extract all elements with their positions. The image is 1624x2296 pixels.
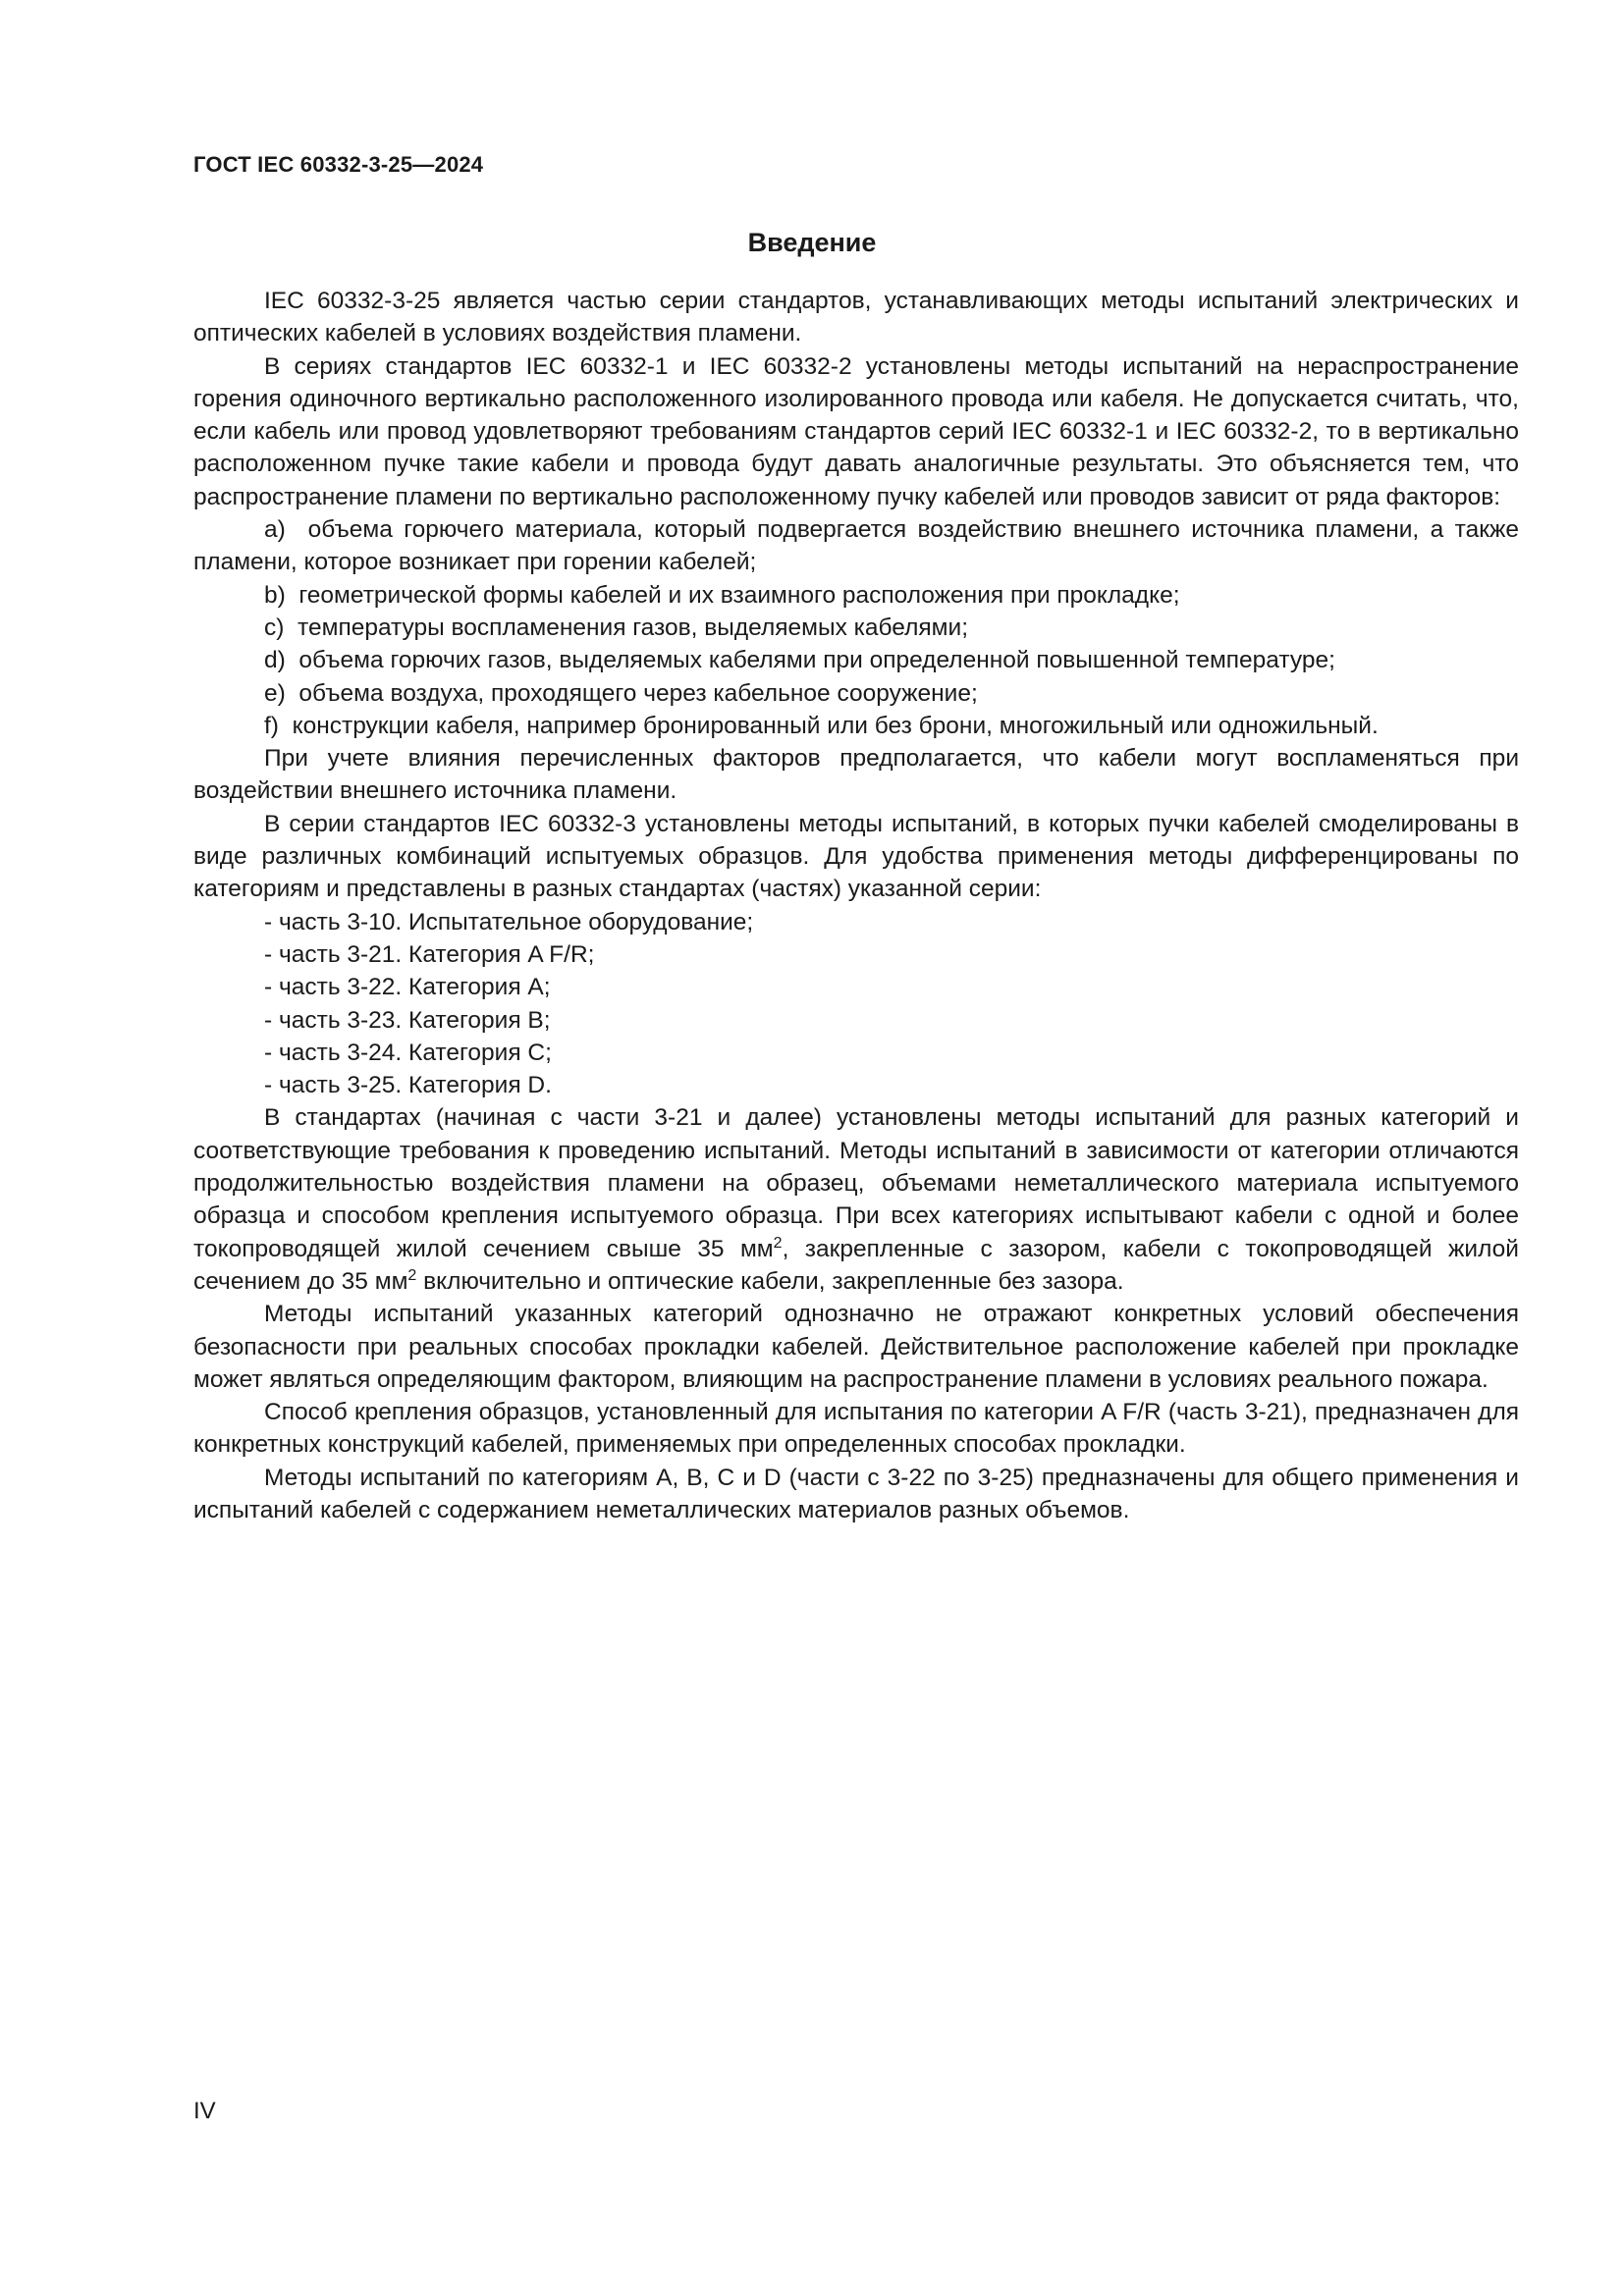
- part-list-item: - часть 3-23. Категория B;: [264, 1006, 551, 1034]
- document-body: [193, 285, 1519, 1526]
- factor-item: a) объема горючего материала, который подвергается воздействию внешнего источника пламени, а также пламени, которое возникает при горении кабелей;: [193, 516, 1519, 576]
- page-number: IV: [193, 2098, 216, 2124]
- part-list-item: - часть 3-25. Категория D.: [264, 1072, 552, 1099]
- mounting-paragraph: Способ крепления образцов, установленный для испытания по категории A F/R (часть 3-21), предназначен для конкретных конструкций кабелей, применяемых при определенных способах прокладки.: [193, 1399, 1519, 1459]
- factor-item: c) температуры воспламенения газов, выделяемых кабелями;: [264, 614, 969, 641]
- factor-item: f) конструкции кабеля, например бронированный или без брони, многожильный или одножильный.: [264, 712, 1379, 739]
- safety-paragraph: Методы испытаний указанных категорий однозначно не отражают конкретных условий обеспечения безопасности при реальных способах прокладки кабелей. Действительное расположение кабелей при прокладке может являться определяющим фактором, влияющим на распространение пламени в условиях реального пожара.: [193, 1301, 1519, 1393]
- part-list-item: - часть 3-22. Категория A;: [264, 974, 551, 1001]
- categories-text-c: включительно и оптические кабели, закрепленные без зазора.: [416, 1267, 1124, 1295]
- general-application-paragraph: Методы испытаний по категориям A, B, C и D (части с 3-22 по 3-25) предназначены для общего применения и испытаний кабелей с содержанием неметаллических материалов разных объемов.: [193, 1464, 1519, 1523]
- series-paragraph: В сериях стандартов IEC 60332-1 и IEC 60332-2 установлены методы испытаний на нераспространение горения одиночного вертикально расположенного изолированного провода или кабеля. Не допускается считать, что, если кабель или провод удовлетворяют требованиям стандартов серий IEC 60332-1 и IEC 60332-2, то в вертикально расположенном пучке такие кабели и провода будут давать аналогичные результаты. Это объясняется тем, что распространение пламени по вертикально расположенному пучку кабелей или проводов зависит от ряда факторов:: [193, 352, 1519, 510]
- intro-paragraph: IEC 60332-3-25 является частью серии стандартов, устанавливающих методы испытаний электрических и оптических кабелей в условиях воздействия пламени.: [193, 288, 1519, 347]
- series-3-paragraph: В серии стандартов IEC 60332-3 установлены методы испытаний, в которых пучки кабелей смоделированы в виде различных комбинаций испытуемых образцов. Для удобства применения методы дифференцированы по категориям и представлены в разных стандартах (частях) указанной серии:: [193, 810, 1519, 903]
- factor-item: d) объема горючих газов, выделяемых кабелями при определенной повышенной температуре;: [264, 647, 1335, 674]
- factors-conclusion-paragraph: При учете влияния перечисленных факторов предполагается, что кабели могут воспламеняться при воздействии внешнего источника пламени.: [193, 745, 1519, 805]
- categories-text-b: , закрепленные с зазором, кабели с токопроводящей жилой сечением до 35 мм: [193, 1235, 1519, 1295]
- factor-item: b) геометрической формы кабелей и их взаимного расположения при прокладке;: [264, 581, 1180, 609]
- superscript: 2: [407, 1266, 417, 1284]
- part-list-item: - часть 3-24. Категория C;: [264, 1039, 552, 1066]
- factor-item: e) объема воздуха, проходящего через кабельное сооружение;: [264, 679, 978, 707]
- categories-paragraph: [193, 1101, 1519, 1298]
- document-header: ГОСТ IEC 60332-3-25—2024: [193, 152, 484, 177]
- categories-text-a: В стандартах (начиная с части 3-21 и далее) установлены методы испытаний для разных категорий и соответствующие требования к проведению испытаний. Методы испытаний в зависимости от категории отличаются продолжительностью воздействия пламени на образец, объемами неметаллического материала испытуемого образца и способом крепления испытуемого образца. При всех категориях испытывают кабели с одной и более токопроводящей жилой сечением свыше 35 мм: [193, 1104, 1519, 1262]
- part-list-item: - часть 3-10. Испытательное оборудование;: [264, 908, 754, 935]
- superscript: 2: [773, 1234, 783, 1252]
- part-list-item: - часть 3-21. Категория A F/R;: [264, 940, 595, 968]
- section-title: Введение: [747, 228, 877, 257]
